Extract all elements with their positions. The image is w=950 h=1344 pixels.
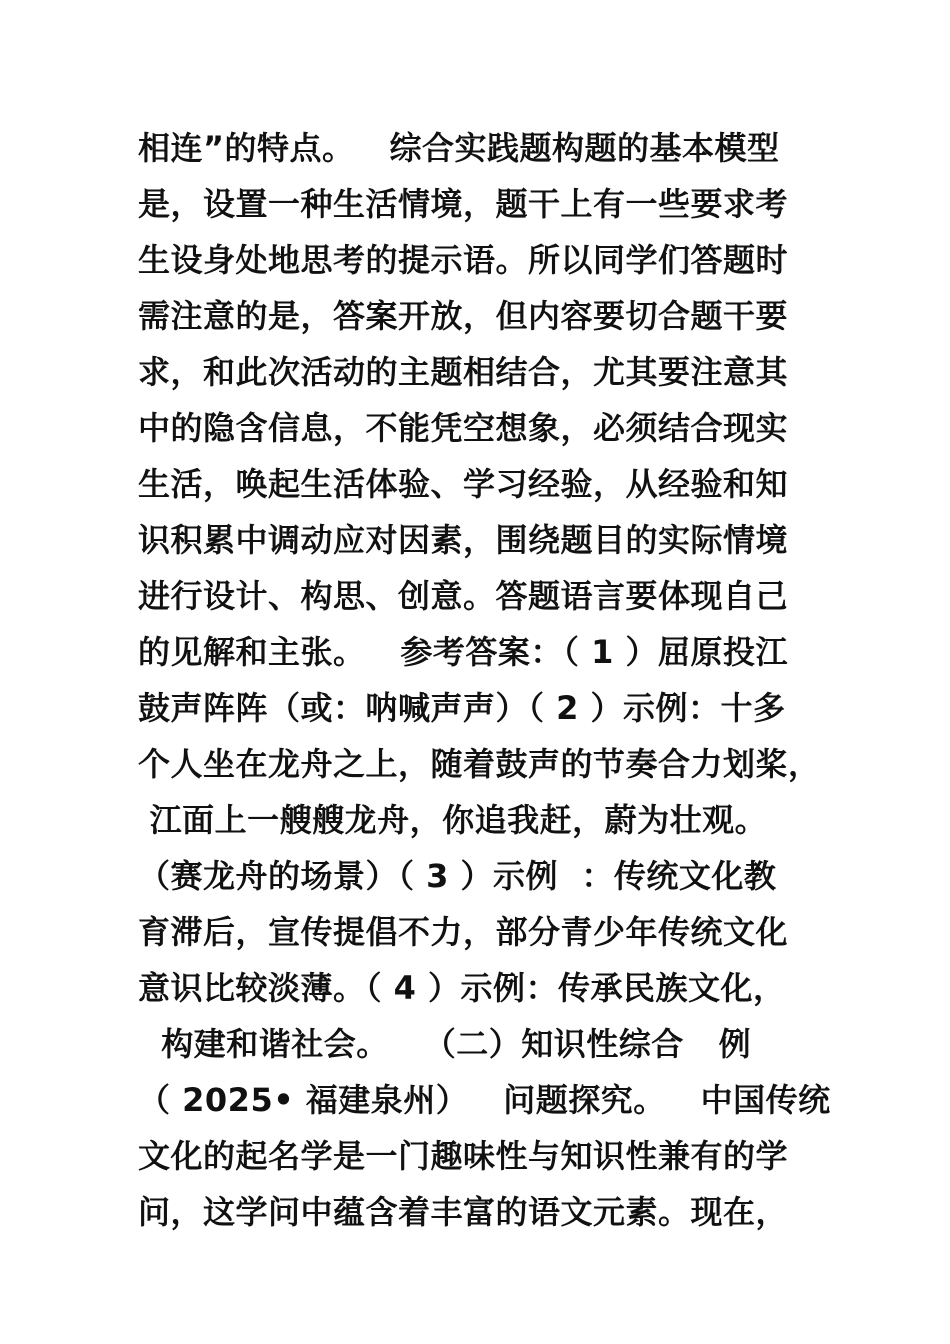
text-line: （赛龙舟的场景）（ 3 ）示例 ：传统文化教: [138, 857, 777, 895]
text-line: 鼓声阵阵（或：呐喊声声）（ 2 ）示例：十多: [138, 689, 786, 727]
text-line: 中的隐含信息，不能凭空想象，必须结合现实: [138, 409, 789, 447]
text-line: 进行设计、构思、创意。答题语言要体现自己: [138, 577, 789, 615]
text-line: 是，设置一种生活情境，题干上有一些要求考: [138, 185, 789, 223]
text-line: 识积累中调动应对因素，围绕题目的实际情境: [138, 521, 789, 559]
body-text: [138, 120, 838, 1240]
text-line: 育滞后，宣传提倡不力，部分青少年传统文化: [138, 913, 789, 951]
text-line: 生活，唤起生活体验、学习经验，从经验和知: [138, 465, 789, 503]
text-line: 个人坐在龙舟之上，随着鼓声的节奏合力划桨，: [138, 745, 821, 783]
text-line: 需注意的是，答案开放，但内容要切合题干要: [138, 297, 789, 335]
text-line: 相连”的特点。 综合实践题构题的基本模型: [138, 129, 780, 167]
text-line: 问，这学问中蕴含着丰富的语文元素。现在，: [138, 1193, 789, 1231]
text-line: 求，和此次活动的主题相结合，尤其要注意其: [138, 353, 789, 391]
text-line: 构建和谐社会。 （二）知识性综合 例: [138, 1025, 752, 1063]
text-line: 意识比较淡薄。（ 4 ）示例：传承民族文化，: [138, 969, 786, 1007]
text-line: 文化的起名学是一门趣味性与知识性兼有的学: [138, 1137, 789, 1175]
text-line: 的见解和主张。 参考答案：（ 1 ）屈原投江: [138, 633, 788, 671]
text-line: 生设身处地思考的提示语。所以同学们答题时: [138, 241, 789, 279]
text-line: 江面上一艘艘龙舟，你追我赶，蔚为壮观。: [138, 801, 768, 839]
text-line: （ 2025• 福建泉州） 问题探究。 中国传统: [138, 1081, 831, 1119]
